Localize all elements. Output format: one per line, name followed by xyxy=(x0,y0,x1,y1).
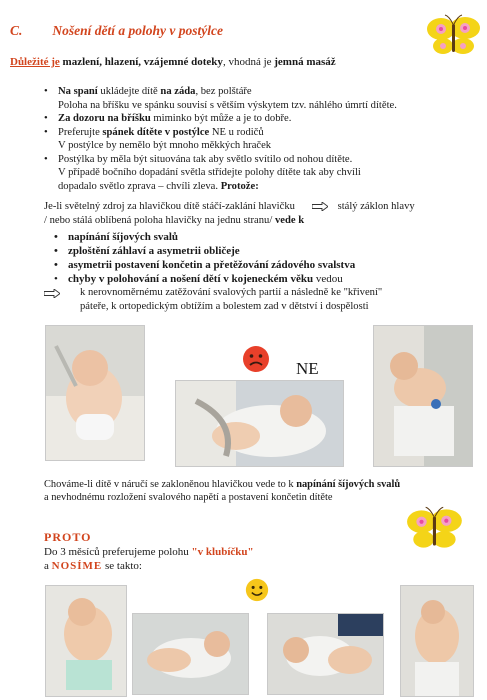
intro-lead: Důležité je xyxy=(10,56,60,68)
list-item: • asymetrii postavení končetin a přetěžování zádového svalstva xyxy=(54,258,464,272)
list-item: • chyby v polohování a nošení dětí v kojeneckém věku vedou xyxy=(54,272,464,286)
butterfly-icon xyxy=(405,505,467,553)
photo-baby-back-lying xyxy=(45,325,145,461)
sleep-bullets xyxy=(44,85,464,193)
photo-carry-position-1 xyxy=(45,585,127,697)
photo-baby-held-head-back xyxy=(175,380,344,467)
page-title xyxy=(10,22,223,39)
butterfly-icon xyxy=(425,14,485,58)
list-item-note: Poloha na bříšku ve spánku souvisí s větším výskytem tzv. náhlého úmrtí dítěte. xyxy=(58,99,397,111)
list-item: • Na spaní ukládejte dítě na záda, bez polštáře Poloha na bříšku ve spánku souvisí s větším výskytem tzv. náhlého úmrtí dítěte. xyxy=(44,85,464,112)
sad-face-icon xyxy=(242,345,270,373)
photo-carry-position-3 xyxy=(267,613,384,695)
photo-baby-lifted xyxy=(373,325,473,467)
list-item: • napínání šíjových svalů xyxy=(54,230,464,244)
arrow-right-icon xyxy=(44,289,60,298)
list-item: • Za dozoru na bříšku miminko být může a je to dobře. xyxy=(44,112,464,126)
list-item-note: V případě bočního dopadání světla střídejte polohy dítěte tak aby chvíli xyxy=(58,167,361,179)
carrying-warning: Chováme-li dítě v náručí se zakloněnou hlavičkou vede to k napínání šíjových svalů a nevhodnému rozložení svalového napětí a postavení končetin dítěte xyxy=(44,479,401,504)
photo-carry-position-4 xyxy=(400,585,474,697)
ne-label: NE xyxy=(296,359,319,378)
intro-line xyxy=(10,55,410,69)
section-title: Nošení dětí a polohy v postýlce xyxy=(52,23,223,38)
list-item: • Postýlka by měla být situována tak aby světlo svítilo od nohou dítěte. V případě bočního dopadání světla střídejte polohy dítěte tak aby chvíli dopadalo světlo zprava – chvíli zleva. Protože: xyxy=(44,153,464,194)
photo-carry-position-2 xyxy=(132,613,249,695)
intro-emph: mazlení, hlazení, vzájemné doteky xyxy=(62,56,223,68)
light-source-paragraph: Je-li světelný zdroj za hlavičkou dítě stáčí-zaklání hlavičku stálý záklon hlavy / nebo stálá oblíbená poloha hlavičky na jednu stranu/ vede k xyxy=(44,201,415,226)
happy-face-icon xyxy=(245,578,269,602)
proto-text: Do 3 měsíců preferujeme polohu "v klubíčku" a NOSÍME se takto: xyxy=(44,546,254,573)
consequence-bullets xyxy=(54,230,464,286)
arrow-right-icon xyxy=(312,202,328,211)
section-letter: C. xyxy=(10,23,23,38)
consequence-text: k nerovnoměrnému zatěžování svalových partií a následně ke "křivení" páteře, k ortopedickým obtížím a bolestem zad v dětství i dospělosti xyxy=(80,287,383,312)
list-item: • zploštění záhlaví a asymetrii obličeje xyxy=(54,244,464,258)
intro-mid: , vhodná je xyxy=(222,56,272,68)
list-item-note: dopadalo světlo zprava – chvíli zleva. Protože: xyxy=(58,180,259,192)
intro-emph2: jemná masáž xyxy=(274,56,336,68)
list-item-note: V postýlce by nemělo být mnoho měkkých hraček xyxy=(58,140,272,152)
list-item: • Preferujte spánek dítěte v postýlce NE u rodičů V postýlce by nemělo být mnoho měkkých hraček xyxy=(44,126,464,153)
proto-label: PROTO xyxy=(44,530,92,544)
